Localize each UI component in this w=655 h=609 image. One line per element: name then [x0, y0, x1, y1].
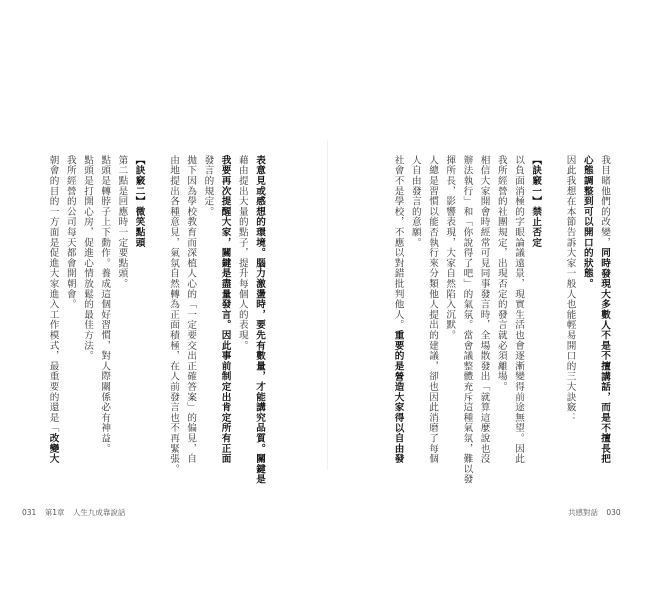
text-segment-emphasis: 重要的是營造大家得以自由發	[392, 330, 404, 465]
text-line-emphasis: 心態調整到可以開口的狀態。	[581, 155, 593, 289]
page-number: 031	[22, 508, 37, 517]
text-segment: 朝會的目的一方面是促進大家進入工作模式，最重要的還是「	[47, 155, 59, 434]
text-line: 點頭是轉脖子上下動作。養成這個好習慣，對人際關係必有神益。	[99, 155, 111, 454]
text-segment: 我目睹他們的改變，	[599, 155, 610, 248]
chapter-label: 第1章	[44, 508, 65, 517]
text-segment-emphasis: 改變大	[47, 433, 59, 465]
section-heading: 【訣竅二】微笑點頭	[133, 155, 145, 248]
text-line: 發言的規定。	[202, 155, 214, 217]
section-heading: 【訣竅一】禁止否定	[530, 155, 542, 248]
text-line-emphasis: 表意見或感想的環境。腦力激盪時，要先有數量，才能講究品質。關鍵是	[254, 155, 265, 485]
text-line: 相信大家開會時經常可見同事發言時，全場散發出「就算這麼說也沒	[478, 155, 490, 464]
text-line: 以負面消極的字眼論議遠景，現實生活也會逐漸變得前途無望。因此	[513, 155, 524, 464]
text-line: 揮所長，影響表現，大家自然陷入沉默。	[444, 155, 456, 341]
text-line: 點頭是打開心房，促進心情放鬆的最佳方法。	[82, 155, 93, 361]
text-line	[393, 155, 403, 464]
text-segment: 社會不是學校，不應以對錯批判他人。	[392, 155, 404, 331]
left-page	[0, 0, 327, 609]
right-page-footer	[568, 507, 621, 518]
page-number: 030	[606, 508, 621, 517]
chapter-title: 人生九成靠說話	[72, 508, 126, 517]
text-line	[599, 155, 609, 464]
running-title: 共感對話	[568, 508, 598, 517]
text-line: 第二點是回應時一定要點頭。	[116, 155, 128, 289]
text-line: 藉由提出大量的點子，提升每個人的表現。	[236, 155, 248, 351]
text-line	[48, 155, 58, 464]
left-page-footer	[22, 507, 131, 518]
text-line: 人總是習慣以能否執行來分類他人提出的建議，卻也因此消磨了每個	[427, 155, 438, 464]
text-line: 人自由發言的意願。	[409, 155, 421, 248]
text-line: 因此我想在本節告訴大家一般人也能輕易開口的三大訣竅：	[564, 155, 576, 423]
text-line-emphasis: 我要再次提醒大家，關鍵是盡量發言。因此事前制定出肯定所有正面	[219, 155, 231, 464]
text-segment-emphasis: 同時發現大多數人不是不擅講話，而是不擅長把	[599, 247, 610, 465]
right-page	[328, 0, 655, 609]
text-line: 我所經營的公司每天都會開朝會。	[64, 155, 76, 310]
text-line: 我所經營的社團規定，出現否定的發言就必須離場。	[495, 155, 507, 392]
text-line: 抛下因為學校教育而深植人心的「一定要交出正確答案」的偏見，自	[185, 155, 197, 464]
text-line: 辦法執行」和「你說得了吧」的氣氛。當會議整體充斥這種氣氛，難以發	[461, 155, 473, 485]
text-line: 由地提出各種意見，氣氛自然轉為正面積極，在人前發言也不再緊張。	[168, 155, 179, 475]
